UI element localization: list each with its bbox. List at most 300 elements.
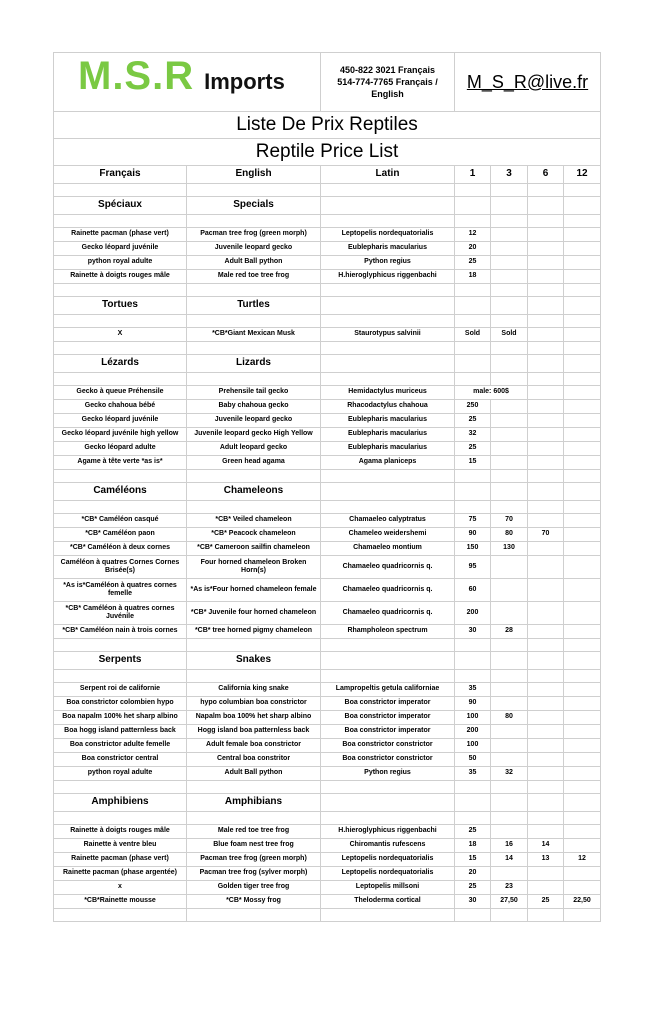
spacer-row [54,501,601,514]
french-name-cell: *CB*Rainette mousse [54,895,187,909]
empty-cell [564,501,601,514]
price-12-cell [564,767,601,781]
empty-cell [455,639,491,652]
empty-cell [564,197,601,215]
french-name-cell: Boa napalm 100% het sharp albino [54,711,187,725]
logo-msr: M.S.R [78,53,195,98]
price-1-cell: 15 [455,456,491,470]
spacer-row [54,812,601,825]
price-6-cell [528,739,564,753]
price-6-cell [528,228,564,242]
price-1-cell: 90 [455,528,491,542]
empty-cell [455,781,491,794]
latin-name-cell: Boa constrictor constrictor [321,753,455,767]
latin-name-cell: Chamaeleo calyptratus [321,514,455,528]
empty-cell [187,215,321,228]
latin-name-cell: Theloderma cortical [321,895,455,909]
empty-cell [321,215,455,228]
email-link[interactable]: M_S_R@live.fr [455,53,601,112]
empty-cell [455,315,491,328]
empty-cell [564,639,601,652]
latin-name-cell: Agama planiceps [321,456,455,470]
price-1-cell: Sold [455,328,491,342]
empty-cell [564,483,601,501]
empty-cell [54,373,187,386]
table-row [54,625,601,639]
english-name-cell: Pacman tree frog (sylver morph) [187,867,321,881]
price-12-cell [564,625,601,639]
empty-cell [455,197,491,215]
empty-cell [321,670,455,683]
empty-cell [321,184,455,197]
french-name-cell: Gecko léopard juvénile [54,242,187,256]
column-header-qty-3: 3 [491,166,528,184]
latin-name-cell: Chamaeleo montium [321,542,455,556]
price-3-cell: 80 [491,711,528,725]
price-12-cell [564,328,601,342]
price-12-cell [564,428,601,442]
french-name-cell: *CB* Caméléon à quatres cornes Juvénile [54,602,187,625]
spacer-row [54,184,601,197]
price-6-cell [528,867,564,881]
empty-cell [54,470,187,483]
price-12-cell [564,386,601,400]
table-row [54,242,601,256]
price-6-cell [528,725,564,739]
table-row [54,853,601,867]
latin-name-cell: Leptopelis nordequatorialis [321,228,455,242]
empty-cell [321,284,455,297]
empty-cell [187,184,321,197]
section-header-row [54,652,601,670]
empty-cell [491,184,528,197]
french-name-cell: Gecko léopard adulte [54,442,187,456]
price-3-cell [491,256,528,270]
empty-cell [528,639,564,652]
column-header-fr: Français [54,166,187,184]
french-name-cell: Rainette à ventre bleu [54,839,187,853]
empty-cell [528,501,564,514]
price-6-cell [528,542,564,556]
empty-cell [564,470,601,483]
empty-cell [491,652,528,670]
table-row [54,839,601,853]
empty-cell [321,315,455,328]
table-row [54,825,601,839]
price-1-cell: 25 [455,442,491,456]
empty-cell [321,652,455,670]
price-3-cell: Sold [491,328,528,342]
price-1-cell: 250 [455,400,491,414]
french-name-cell: Boa constrictor colombien hypo [54,697,187,711]
price-12-cell [564,753,601,767]
table-row [54,556,601,579]
table-row [54,456,601,470]
phone-2: 514-774-7765 Français / English [337,77,438,99]
empty-cell [528,184,564,197]
price-3-cell [491,683,528,697]
price-3-cell [491,579,528,602]
price-1-cell: 20 [455,867,491,881]
english-name-cell: Prehensile tail gecko [187,386,321,400]
price-6-cell: 14 [528,839,564,853]
latin-name-cell: Python regius [321,767,455,781]
price-1-cell: 150 [455,542,491,556]
column-header-row [54,166,601,184]
english-name-cell: *CB* Juvenile four horned chameleon [187,602,321,625]
section-title-fr: Tortues [54,297,187,315]
section-title-fr: Caméléons [54,483,187,501]
table-row [54,270,601,284]
spacer-row [54,909,601,922]
empty-cell [54,812,187,825]
section-title-en: Snakes [187,652,321,670]
spacer-row [54,670,601,683]
empty-cell [564,652,601,670]
header-row [54,53,601,112]
price-3-cell [491,556,528,579]
price-12-cell [564,400,601,414]
english-name-cell: Male red toe tree frog [187,825,321,839]
price-3-cell: 130 [491,542,528,556]
english-name-cell: Central boa constritor [187,753,321,767]
price-3-cell [491,825,528,839]
price-3-cell: 27,50 [491,895,528,909]
empty-cell [321,501,455,514]
price-12-cell [564,256,601,270]
empty-cell [54,284,187,297]
english-name-cell: Adult leopard gecko [187,442,321,456]
section-title-en: Lizards [187,355,321,373]
price-1-cell: 95 [455,556,491,579]
price-1-cell: 12 [455,228,491,242]
price-6-cell [528,697,564,711]
french-name-cell: *CB* Caméléon paon [54,528,187,542]
price-6-cell [528,881,564,895]
empty-cell [564,297,601,315]
english-name-cell: *CB* tree horned pigmy chameleon [187,625,321,639]
empty-cell [455,284,491,297]
price-6-cell [528,753,564,767]
empty-cell [455,355,491,373]
empty-cell [564,670,601,683]
title-fr: Liste De Prix Reptiles [54,112,601,139]
table-row [54,542,601,556]
section-title-fr: Serpents [54,652,187,670]
empty-cell [528,284,564,297]
price-1-cell: 25 [455,414,491,428]
empty-cell [321,342,455,355]
price-12-cell [564,456,601,470]
price-3-cell: 23 [491,881,528,895]
empty-cell [54,315,187,328]
latin-name-cell: Lampropeltis getula californiae [321,683,455,697]
empty-cell [54,670,187,683]
empty-cell [491,297,528,315]
table-row [54,697,601,711]
price-6-cell [528,579,564,602]
french-name-cell: Serpent roi de californie [54,683,187,697]
empty-cell [321,197,455,215]
empty-cell [528,812,564,825]
price-list-body [54,53,601,922]
french-name-cell: *CB* Caméléon casqué [54,514,187,528]
empty-cell [455,909,491,922]
price-1-cell: 35 [455,683,491,697]
english-name-cell: Napalm boa 100% het sharp albino [187,711,321,725]
price-3-cell [491,725,528,739]
table-row [54,602,601,625]
english-name-cell: Adult Ball python [187,767,321,781]
table-row [54,725,601,739]
price-6-cell: 13 [528,853,564,867]
empty-cell [187,781,321,794]
empty-cell [455,812,491,825]
french-name-cell: *CB* Caméléon nain à trois cornes [54,625,187,639]
latin-name-cell: Leptopelis nordequatorialis [321,867,455,881]
english-name-cell: *CB* Veiled chameleon [187,514,321,528]
empty-cell [528,373,564,386]
english-name-cell: Juvenile leopard gecko [187,242,321,256]
section-header-row [54,483,601,501]
french-name-cell: Rainette pacman (phase vert) [54,228,187,242]
english-name-cell: Four horned chameleon Broken Horn(s) [187,556,321,579]
price-12-cell [564,442,601,456]
empty-cell [54,184,187,197]
empty-cell [187,501,321,514]
empty-cell [528,215,564,228]
price-1-cell: 25 [455,825,491,839]
price-1-cell: 75 [455,514,491,528]
english-name-cell: Adult Ball python [187,256,321,270]
english-name-cell: *CB*Giant Mexican Musk [187,328,321,342]
empty-cell [455,297,491,315]
price-12-cell [564,556,601,579]
phone-numbers [321,53,455,112]
spacer-row [54,342,601,355]
empty-cell [321,355,455,373]
price-1-cell: 200 [455,725,491,739]
empty-cell [491,215,528,228]
section-title-en: Chameleons [187,483,321,501]
empty-cell [491,197,528,215]
price-6-cell: 70 [528,528,564,542]
english-name-cell: Pacman tree frog (green morph) [187,853,321,867]
logo-imports: Imports [204,68,285,94]
price-12-cell: 22,50 [564,895,601,909]
empty-cell [187,812,321,825]
price-3-cell [491,428,528,442]
title-en-row [54,139,601,166]
price-1-cell: 15 [455,853,491,867]
latin-name-cell: Chamaeleo quadricornis q. [321,602,455,625]
logo [54,53,321,112]
latin-name-cell: Staurotypus salvinii [321,328,455,342]
table-row [54,528,601,542]
empty-cell [54,639,187,652]
price-3-cell: 32 [491,767,528,781]
price-3-cell [491,414,528,428]
french-name-cell: python royal adulte [54,767,187,781]
spacer-row [54,284,601,297]
price-1-cell: 50 [455,753,491,767]
empty-cell [321,470,455,483]
price-6-cell [528,602,564,625]
empty-cell [564,342,601,355]
english-name-cell: Male red toe tree frog [187,270,321,284]
empty-cell [564,781,601,794]
latin-name-cell: Eublepharis macularius [321,242,455,256]
price-3-cell [491,400,528,414]
empty-cell [321,297,455,315]
price-6-cell [528,556,564,579]
empty-cell [321,483,455,501]
empty-cell [321,639,455,652]
table-row [54,328,601,342]
price-1-cell: 35 [455,767,491,781]
latin-name-cell: Boa constrictor imperator [321,711,455,725]
english-name-cell: Pacman tree frog (green morph) [187,228,321,242]
empty-cell [455,670,491,683]
price-3-cell [491,602,528,625]
table-row [54,739,601,753]
price-6-cell [528,328,564,342]
table-row [54,386,601,400]
latin-name-cell: Leptopelis nordequatorialis [321,853,455,867]
latin-name-cell: Boa constrictor constrictor [321,739,455,753]
price-3-cell [491,456,528,470]
empty-cell [528,670,564,683]
french-name-cell: *CB* Caméléon à deux cornes [54,542,187,556]
price-list-table [53,52,601,922]
french-name-cell: Rainette à doigts rouges mâle [54,825,187,839]
empty-cell [528,909,564,922]
price-12-cell [564,270,601,284]
price-6-cell [528,456,564,470]
english-name-cell: Green head agama [187,456,321,470]
price-6-cell [528,428,564,442]
price-1-cell: 32 [455,428,491,442]
section-title-fr: Lézards [54,355,187,373]
french-name-cell: Boa hogg island patternless back [54,725,187,739]
price-1-cell: 18 [455,270,491,284]
empty-cell [455,652,491,670]
empty-cell [455,342,491,355]
section-title-fr: Amphibiens [54,794,187,812]
english-name-cell: *CB* Peacock chameleon [187,528,321,542]
empty-cell [455,215,491,228]
empty-cell [187,639,321,652]
empty-cell [528,355,564,373]
english-name-cell: *As is*Four horned chameleon female [187,579,321,602]
price-12-cell [564,739,601,753]
empty-cell [564,373,601,386]
english-name-cell: Juvenile leopard gecko [187,414,321,428]
latin-name-cell: Chamaeleo quadricornis q. [321,556,455,579]
price-3-cell: 14 [491,853,528,867]
empty-cell [321,909,455,922]
column-header-latin: Latin [321,166,455,184]
price-6-cell [528,256,564,270]
empty-cell [187,670,321,683]
title-fr-row [54,112,601,139]
french-name-cell: Boa constrictor central [54,753,187,767]
empty-cell [321,781,455,794]
empty-cell [564,794,601,812]
price-6-cell [528,442,564,456]
price-6-cell [528,625,564,639]
table-row [54,753,601,767]
title-en: Reptile Price List [54,139,601,166]
latin-name-cell: H.hieroglyphicus riggenbachi [321,825,455,839]
table-row [54,514,601,528]
french-name-cell: *As is*Caméléon à quatres cornes femelle [54,579,187,602]
price-3-cell [491,228,528,242]
price-1-cell: 30 [455,895,491,909]
french-name-cell: python royal adulte [54,256,187,270]
price-1-cell: 20 [455,242,491,256]
price-6-cell [528,767,564,781]
french-name-cell: Gecko chahoua bébé [54,400,187,414]
empty-cell [528,315,564,328]
latin-name-cell: Chiromantis rufescens [321,839,455,853]
price-12-cell [564,414,601,428]
price-12-cell [564,242,601,256]
latin-name-cell: Boa constrictor imperator [321,725,455,739]
price-3-cell: 16 [491,839,528,853]
price-1-cell: 25 [455,256,491,270]
english-name-cell: Adult female boa constrictor [187,739,321,753]
latin-name-cell: Eublepharis macularius [321,442,455,456]
price-12-cell: 12 [564,853,601,867]
section-header-row [54,794,601,812]
table-row [54,881,601,895]
empty-cell [321,373,455,386]
price-6-cell [528,414,564,428]
price-1-cell: 60 [455,579,491,602]
french-name-cell: Boa constrictor adulte femelle [54,739,187,753]
french-name-cell: X [54,328,187,342]
price-12-cell [564,881,601,895]
english-name-cell: *CB* Cameroon sailfin chameleon [187,542,321,556]
price-12-cell [564,725,601,739]
price-12-cell [564,542,601,556]
price-3-cell [491,242,528,256]
empty-cell [491,909,528,922]
table-row [54,428,601,442]
french-name-cell: Gecko léopard juvénile [54,414,187,428]
table-row [54,228,601,242]
empty-cell [187,373,321,386]
empty-cell [491,483,528,501]
empty-cell [564,284,601,297]
empty-cell [564,909,601,922]
empty-cell [54,909,187,922]
price-3-cell [491,753,528,767]
empty-cell [187,909,321,922]
price-12-cell [564,514,601,528]
latin-name-cell: Chameleo weidershemi [321,528,455,542]
price-6-cell [528,386,564,400]
price-3-cell [491,270,528,284]
empty-cell [491,794,528,812]
empty-cell [564,215,601,228]
table-row [54,579,601,602]
empty-cell [54,501,187,514]
english-name-cell: *CB* Mossy frog [187,895,321,909]
table-row [54,256,601,270]
latin-name-cell: Chamaeleo quadricornis q. [321,579,455,602]
